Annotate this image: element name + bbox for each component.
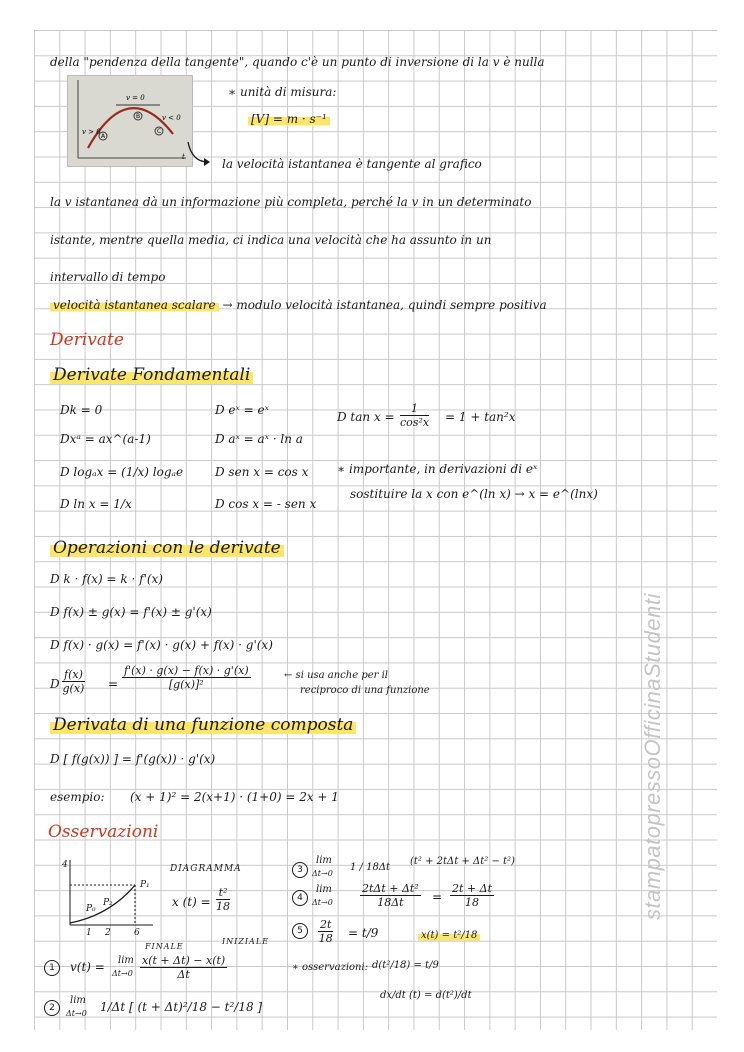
- diagram-label: DIAGRAMMA: [170, 864, 242, 874]
- observation-2: dx/dt (t) = d(t²)/dt: [380, 990, 472, 1001]
- photo-label-a: A: [101, 133, 106, 140]
- step-5-xt-highlight: x(t) = t²/18: [418, 930, 480, 941]
- step-4-lim-sub: Δt→0: [312, 898, 333, 907]
- xt-label: x (t) =: [172, 895, 211, 909]
- step-3-circle: 3: [292, 862, 308, 878]
- fundamental-title-highlight: Derivate Fondamentali: [50, 365, 253, 385]
- rule-quotient-d: D: [50, 677, 60, 691]
- diagram-x-tick-1: 1: [86, 928, 92, 938]
- rule-tan-label: D tan x =: [337, 410, 395, 424]
- operations-title: [50, 538, 284, 558]
- rule-tan-numerator: 1: [400, 402, 429, 416]
- photo-label-vpos: v > 0: [82, 128, 101, 136]
- rule-tan-denominator: cos²x: [400, 416, 430, 429]
- position-time-diagram: [55, 855, 155, 935]
- composite-title-highlight: Derivata di una funzione composta: [50, 715, 356, 735]
- rule-quotient-rhs: [122, 664, 251, 691]
- paragraph-line-1: la v istantanea dà un informazione più completa, perché la v in un determinato: [50, 195, 532, 209]
- example-label: esempio:: [50, 790, 105, 804]
- unit-formula: [248, 112, 330, 126]
- rule-quotient-lhs: [62, 668, 85, 695]
- photo-label-c: C: [157, 128, 162, 135]
- step-5-fraction: [318, 918, 333, 945]
- step-5-equals: = t/9: [348, 926, 379, 940]
- tangent-note: la velocità istantanea è tangente al grafico: [222, 157, 482, 171]
- chain-rule: D [ f(g(x)) ] = f'(g(x)) · g'(x): [50, 752, 216, 766]
- step-4-fraction: [360, 882, 421, 909]
- rule-power: Dxᵃ = ax^(a-1): [60, 432, 151, 446]
- step-1-lhs: v(t) =: [70, 960, 105, 974]
- step-2-expression: 1/Δt [ (t + Δt)²/18 − t²/18 ]: [100, 1000, 263, 1014]
- step-4-circle: 4: [292, 890, 308, 906]
- scalar-speed-rest: → modulo velocità istantanea, quindi sempre positiva: [222, 298, 547, 312]
- step-1-denominator: Δt: [177, 968, 190, 981]
- rule-quotient-equals: =: [108, 677, 119, 691]
- rule-sin: D sen x = cos x: [215, 465, 309, 479]
- observations-title: Osservazioni: [48, 822, 159, 842]
- photo-label-b: B: [136, 113, 141, 120]
- step-3-expression: (t² + 2tΔt + Δt² − t²): [410, 856, 515, 867]
- step-1-fraction: [140, 954, 227, 981]
- scalar-speed-highlight: velocità istantanea scalare: [50, 298, 219, 312]
- step-5-numerator: 2t: [320, 918, 332, 931]
- rule-constant: Dk = 0: [60, 403, 103, 417]
- step-4-numerator: 2tΔt + Δt²: [362, 882, 419, 895]
- section-title-derivate: Derivate: [50, 330, 124, 350]
- rule-ln: D ln x = 1/x: [60, 497, 132, 511]
- diagram-point-p1: P₁: [140, 880, 150, 890]
- step-4-denominator: 18Δt: [377, 896, 404, 909]
- quotient-rhs-numerator: f'(x) · g(x) − f(x) · g'(x): [124, 664, 249, 677]
- paragraph-line-3: intervallo di tempo: [50, 270, 166, 284]
- photo-label-vneg: v < 0: [162, 114, 181, 122]
- quotient-lhs-denominator: g(x): [62, 682, 85, 695]
- step-3-lim: lim: [316, 855, 332, 866]
- diagram-point-p0: P₀: [86, 904, 96, 914]
- rule-tan-fraction: [400, 402, 429, 429]
- observations-label: ∗ osservazioni:: [292, 962, 369, 973]
- intro-line-1: della "pendenza della tangente", quando c'è un punto di inversione di la v è nulla: [50, 55, 545, 69]
- xt-denominator: 18: [216, 900, 230, 913]
- step-1-lim: lim: [118, 955, 134, 966]
- diagram-y-tick: 4: [62, 860, 68, 870]
- scalar-speed-line: [50, 298, 547, 312]
- tangent-arrow-icon: [186, 140, 216, 170]
- step-2-circle: 2: [44, 1000, 60, 1016]
- step-3-fraction: 1 / 18Δt: [350, 862, 391, 873]
- quotient-note-1: ← si usa anche per il: [284, 670, 388, 681]
- page-margin-left: [0, 0, 34, 1052]
- quotient-note-2: reciproco di una funzione: [300, 685, 430, 696]
- page-margin-bottom: [0, 1030, 744, 1052]
- photo-label-v0: v = 0: [126, 94, 145, 102]
- page-margin-top: [0, 0, 744, 30]
- rule-cos: D cos x = - sen x: [215, 497, 317, 511]
- rule-log: D logₐx = (1/x) logₐe: [60, 465, 184, 479]
- rule-scalar-multiple: D k · f(x) = k · f'(x): [50, 572, 163, 586]
- composite-title: [50, 715, 356, 735]
- step-4-result-denominator: 18: [465, 896, 479, 909]
- step-5-xt: [418, 930, 480, 941]
- step-3-lim-sub: Δt→0: [312, 869, 333, 878]
- example-expression: (x + 1)² = 2(x+1) · (1+0) = 2x + 1: [130, 790, 339, 804]
- diagram-x-tick-2: 2: [105, 928, 111, 938]
- velocity-graph-photo: [67, 75, 193, 167]
- step-1-lim-sub: Δt→0: [112, 969, 133, 978]
- rule-sum: D f(x) ± g(x) = f'(x) ± g'(x): [50, 605, 212, 619]
- step-1-numerator: x(t + Δt) − x(t): [142, 954, 226, 967]
- observation-1: d(t²/18) = t/9: [372, 960, 439, 971]
- diagram-point-p2: P₂: [103, 898, 113, 908]
- rule-exp-a: D aˣ = aˣ · ln a: [215, 432, 303, 446]
- exp-note-line-1: ∗ importante, in derivazioni di eˣ: [337, 462, 538, 476]
- watermark: stampatopressoOfficinaStudenti: [640, 593, 665, 920]
- step-2-lim: lim: [70, 995, 86, 1006]
- step-4-lim: lim: [316, 884, 332, 895]
- quotient-rhs-denominator: [g(x)]²: [168, 678, 204, 691]
- unit-label: ∗ unità di misura:: [228, 85, 337, 99]
- operations-title-highlight: Operazioni con le derivate: [50, 538, 284, 558]
- exp-note-line-2: sostituire la x con e^(ln x) → x = e^(lnx): [350, 487, 598, 501]
- step-4-result: [450, 882, 494, 909]
- step-5-circle: 5: [292, 923, 308, 939]
- photo-label-t: t: [182, 153, 185, 161]
- rule-product: D f(x) · g(x) = f'(x) · g(x) + f(x) · g'(x): [50, 638, 273, 652]
- page-margin-right: [717, 0, 744, 1052]
- rule-tan-rest: = 1 + tan²x: [445, 410, 516, 424]
- xt-fraction: [216, 886, 230, 913]
- step-4-equals: =: [432, 890, 443, 904]
- fundamental-derivatives-title: [50, 365, 253, 385]
- xt-numerator: t²: [216, 886, 230, 900]
- paragraph-line-2: istante, mentre quella media, ci indica una velocità che ha assunto in un: [50, 233, 492, 247]
- iniziale-label: INIZIALE: [222, 937, 269, 946]
- finale-label: FINALE: [145, 942, 184, 951]
- rule-exp: D eˣ = eˣ: [215, 403, 269, 417]
- step-1-circle: 1: [44, 960, 60, 976]
- quotient-lhs-numerator: f(x): [64, 668, 83, 681]
- step-2-lim-sub: Δt→0: [66, 1009, 87, 1018]
- step-5-denominator: 18: [318, 932, 333, 945]
- unit-formula-highlight: [V] = m · s⁻¹: [248, 112, 330, 126]
- diagram-x-tick-6: 6: [134, 928, 140, 938]
- step-4-result-numerator: 2t + Δt: [452, 882, 492, 895]
